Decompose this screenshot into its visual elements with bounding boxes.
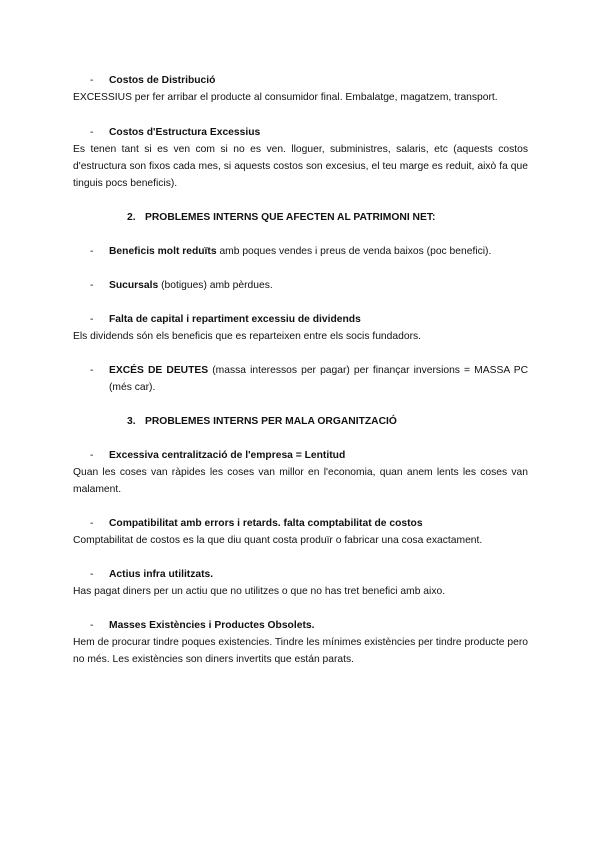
item-title: Falta de capital i repartiment excessiu de dividends bbox=[109, 314, 361, 325]
item-text: Es tenen tant si es ven com si no es ven. lloguer, subministres, salaris, etc (aquests costos d'estructura son fixos cada mes, si aquests costos son excesius, el teu marge es reduit, això fa que tinguis pocs beneficis). bbox=[73, 144, 528, 189]
bullet-dash: - bbox=[90, 620, 94, 631]
heading-number: 3. bbox=[127, 416, 136, 427]
bullet-item bbox=[73, 362, 528, 396]
bullet-item bbox=[73, 277, 528, 294]
heading-title: PROBLEMES INTERNS PER MALA ORGANITZACIÓ bbox=[145, 416, 397, 427]
bullet-dash: - bbox=[90, 569, 94, 580]
bullet-dash: - bbox=[90, 246, 94, 257]
item-text: Hem de procurar tindre poques existencies. Tindre les mínimes existències per tindre producte pero no més. Les existències son diners invertits que están parats. bbox=[73, 637, 529, 665]
section-comptabilitat bbox=[73, 515, 528, 549]
bullet-dash: - bbox=[90, 365, 94, 376]
item-text: (botigues) amb pèrdues. bbox=[158, 280, 273, 291]
item-title: Excessiva centralització de l'empresa = Lentitud bbox=[109, 450, 346, 461]
item-text: Has pagat diners per un actiu que no utilitzes o que no has tret benefici amb aixo. bbox=[73, 586, 446, 597]
bullet-dash: - bbox=[90, 127, 94, 138]
item-title: Costos de Distribució bbox=[109, 75, 216, 86]
bullet-item bbox=[73, 72, 528, 89]
bullet-item bbox=[73, 447, 528, 464]
item-text: amb poques vendes i preus de venda baixos (poc benefici). bbox=[216, 246, 492, 257]
section-capital bbox=[73, 311, 528, 345]
bullet-item bbox=[73, 515, 528, 532]
section-actius bbox=[73, 566, 528, 600]
section-centralitzacio bbox=[73, 447, 528, 498]
bullet-dash: - bbox=[90, 518, 94, 529]
section-heading-3 bbox=[127, 413, 397, 430]
item-text: (massa interessos per pagar) per finançar inversions = MASSA PC (més car). bbox=[109, 365, 529, 393]
bullet-dash: - bbox=[90, 314, 94, 325]
item-text: Quan les coses van ràpides les coses van millor en l'economia, quan anem lents les coses van malament. bbox=[73, 467, 528, 495]
bullet-item bbox=[73, 617, 528, 634]
item-text: Comptabilitat de costos es la que diu quant costa produïr o fabricar una cosa exactament. bbox=[73, 535, 483, 546]
bullet-item bbox=[73, 124, 528, 141]
section-costos-distribucio bbox=[73, 72, 528, 106]
bullet-dash: - bbox=[90, 280, 94, 291]
item-title: Costos d'Estructura Excessius bbox=[109, 127, 261, 138]
item-title: Actius infra utilitzats. bbox=[109, 569, 214, 580]
bullet-dash: - bbox=[90, 75, 94, 86]
item-title: Sucursals bbox=[109, 280, 159, 291]
bullet-dash: - bbox=[90, 450, 94, 461]
item-title: EXCÉS DE DEUTES bbox=[109, 365, 209, 376]
item-title: Compatibilitat amb errors i retards. falta comptabilitat de costos bbox=[109, 518, 423, 529]
item-text: Els dividends són els beneficis que es reparteixen entre els socis fundadors. bbox=[73, 331, 422, 342]
item-title: Beneficis molt reduïts bbox=[109, 246, 217, 257]
bullet-item bbox=[73, 311, 528, 328]
section-beneficis bbox=[73, 243, 528, 260]
heading-title: PROBLEMES INTERNS QUE AFECTEN AL PATRIMONI NET: bbox=[145, 212, 436, 223]
item-title: Masses Existències i Productes Obsolets. bbox=[109, 620, 315, 631]
section-deutes bbox=[73, 362, 528, 396]
section-costos-estructura bbox=[73, 124, 528, 192]
item-text: EXCESSIUS per fer arribar el producte al consumidor final. Embalatge, magatzem, transport. bbox=[73, 92, 498, 103]
bullet-item bbox=[73, 243, 528, 260]
section-existencies bbox=[73, 617, 528, 668]
section-heading-2 bbox=[127, 209, 435, 226]
section-sucursals bbox=[73, 277, 528, 294]
bullet-item bbox=[73, 566, 528, 583]
heading-number: 2. bbox=[127, 212, 136, 223]
